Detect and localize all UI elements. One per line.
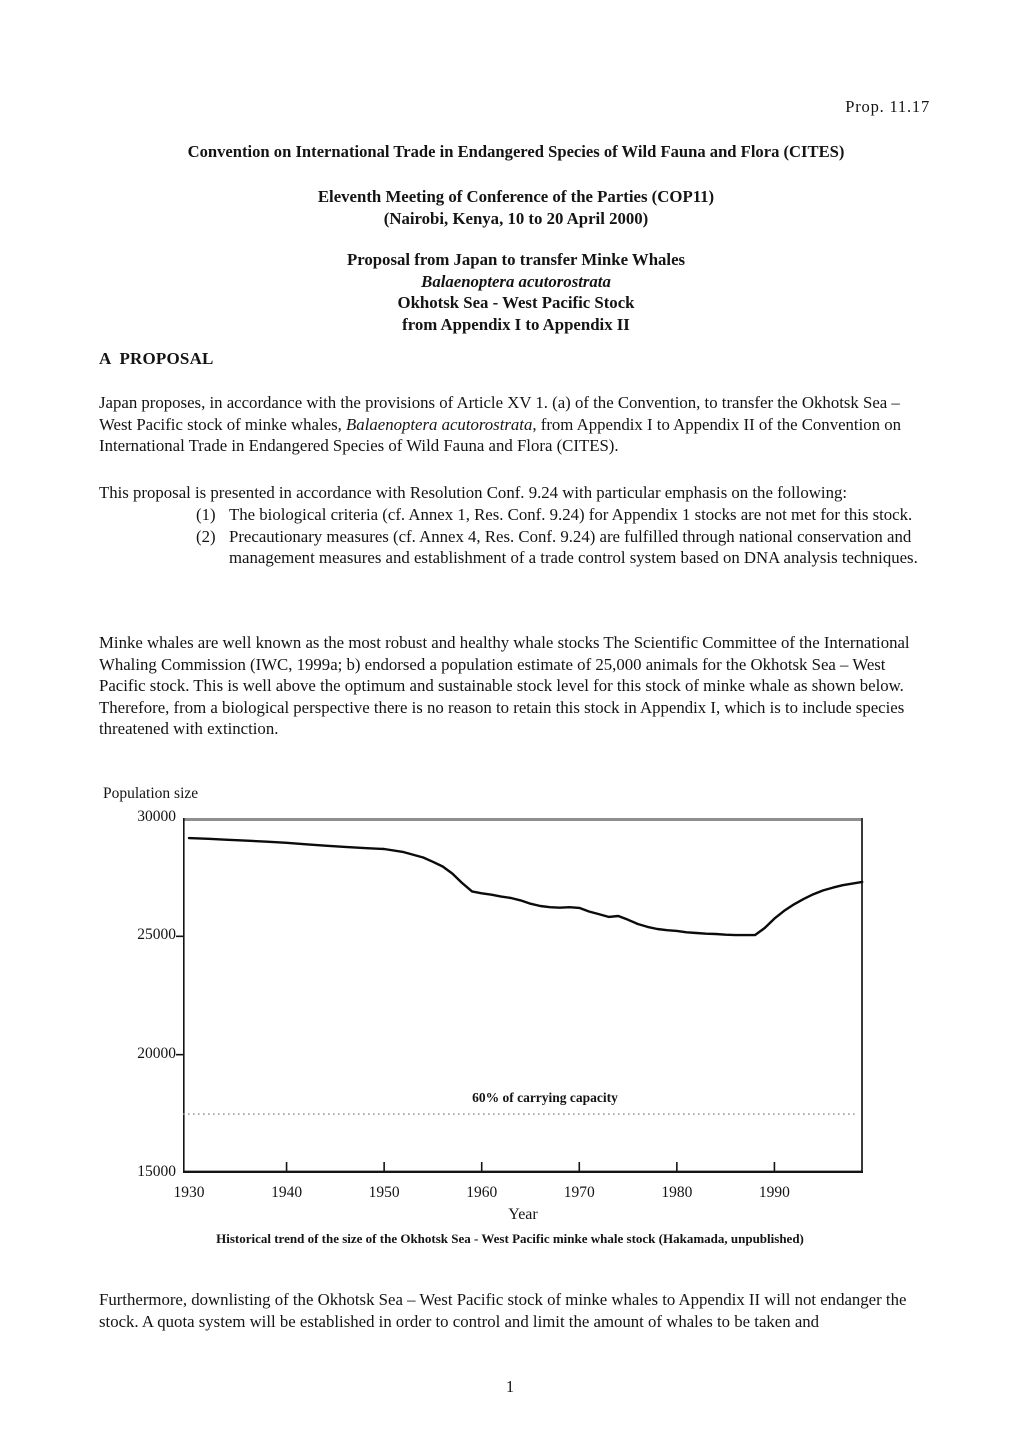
paragraph-proposal: Japan proposes, in accordance with the provisions of Article XV 1. (a) of the Convention, to transfer the Okhotsk Sea – West Pacific stock of minke whales, Balaenoptera acutorostrata, from Appendix I to Appendix II of the Convention on International Trade in Endangered Species of Wild Fauna and Flora (CITES).: [99, 393, 902, 455]
paragraph-resolution-intro: This proposal is presented in accordance with Resolution Conf. 9.24 with particular emphasis on the following:: [99, 483, 848, 502]
x-axis-tick-label: 1980: [661, 1184, 693, 1201]
y-axis-title: Population size: [103, 785, 199, 802]
list-text: Precautionary measures (cf. Annex 4, Res. Conf. 9.24) are fulfilled through national conservation and management measures and establishment of a trade control system based on DNA analysis techniques.: [229, 526, 918, 567]
y-axis-tick-label: 30000: [137, 808, 176, 825]
paragraph-minke-whales: Minke whales are well known as the most robust and healthy whale stocks The Scientific Committee of the International Whaling Commission (IWC, 1999a; b) endorsed a population estimate of 25,000 animals for the Okhotsk Sea – West Pacific stock. This is well above the optimum and sustainable stock level for this stock of minke whale as shown below. Therefore, from a biological perspective there is no reason to retain this stock in Appendix I, which is to include species threatened with extinction.: [99, 633, 910, 738]
x-axis-tick-label: 1960: [466, 1184, 498, 1201]
document-title: Convention on International Trade in Endangered Species of Wild Fauna and Flora (CITES): [187, 142, 845, 161]
x-axis-tick-label: 1930: [173, 1184, 205, 1201]
x-axis-tick-label: 1970: [563, 1184, 595, 1201]
y-axis-tick-label: 25000: [137, 926, 176, 944]
chart-caption: Historical trend of the size of the Okhotsk Sea - West Pacific minke whale stock (Hakamada, unpublished): [216, 1231, 804, 1246]
y-axis-tick-label: 15000: [137, 1162, 176, 1180]
x-axis-tick-label: 1940: [271, 1184, 303, 1201]
list-number: (1): [196, 505, 216, 524]
proposal-stock-line: Okhotsk Sea - West Pacific Stock: [397, 293, 635, 312]
meeting-location: (Nairobi, Kenya, 10 to 20 April 2000): [383, 208, 649, 228]
x-axis-title: Year: [508, 1206, 538, 1223]
list-number: (2): [196, 526, 216, 546]
meeting-title: Eleventh Meeting of Conference of the Parties (COP11): [317, 187, 715, 206]
proposal-appendix-line: from Appendix I to Appendix II: [402, 314, 630, 334]
doc-number: Prop. 11.17: [845, 97, 930, 116]
section-heading-a-proposal: A PROPOSAL: [99, 349, 214, 368]
x-axis-tick-label: 1950: [368, 1184, 400, 1201]
proposal-species-name: Balaenoptera acutorostrata: [421, 271, 611, 291]
paragraph-downlisting: Furthermore, downlisting of the Okhotsk Sea – West Pacific stock of minke whales to Appendix II will not endanger the stock. A quota system will be established in order to control and limit the amount of whales to be taken and: [99, 1290, 907, 1331]
x-axis-tick-label: 1990: [758, 1184, 790, 1201]
carrying-capacity-label: 60% of carrying capacity: [472, 1090, 618, 1105]
y-axis-tick-label: 20000: [137, 1044, 176, 1062]
page-number: 1: [505, 1377, 515, 1396]
proposal-title-line1: Proposal from Japan to transfer Minke Whales: [346, 250, 686, 269]
list-text: The biological criteria (cf. Annex 1, Res. Conf. 9.24) for Appendix 1 stocks are not met for this stock.: [229, 505, 913, 524]
